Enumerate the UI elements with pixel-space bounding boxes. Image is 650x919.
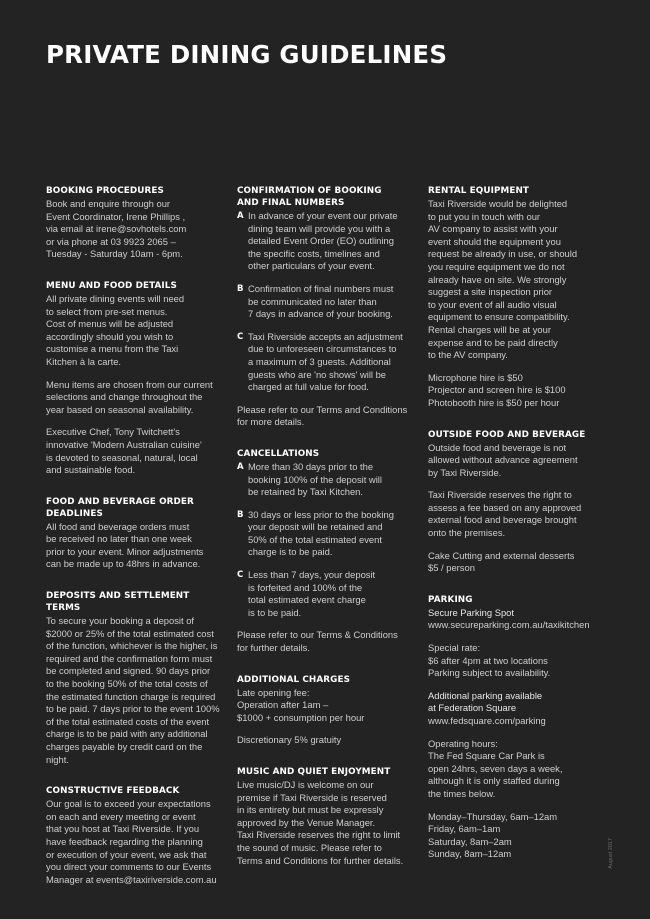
special-rate-text: Special rate: $6 after 4pm at two locations Parking subject to availability. xyxy=(428,642,551,679)
item-letter: A xyxy=(237,211,244,221)
additional-charges-section xyxy=(237,674,413,747)
item-text: 30 days or less prior to the booking your deposit will be retained and 50% of the total estimated event charge is to be paid. xyxy=(248,508,394,558)
outside-food-paragraph-1: Outside food and beverage is not allowed without advance agreement by Taxi Riverside. xyxy=(428,441,578,478)
cancellations-section xyxy=(237,448,413,655)
confirmation-section xyxy=(237,185,413,429)
item-text: In advance of your event our private dining team will provide you with a detailed Event Order (EO) outlining the specific costs, timelines and other particulars of your event. xyxy=(248,210,398,272)
operating-hours-text: Operating hours: The Fed Square Car Park is open 24hrs, seven days a week, although it is only staffed during the times below. xyxy=(428,737,563,799)
secure-parking-name: Secure Parking Spot xyxy=(428,606,514,618)
date-note: August 2017 xyxy=(608,838,614,869)
cancellations-note: Please refer to our Terms & Conditions for further details. xyxy=(237,629,398,654)
outside-food-paragraph-2: Taxi Riverside reserves the right to assess a fee based on any approved external food and beverage brought onto the premises. xyxy=(428,489,582,539)
fed-square-parking-url[interactable]: www.fedsquare.com/parking xyxy=(428,715,546,726)
cancellation-item xyxy=(237,509,413,559)
music-heading: MUSIC AND QUIET ENJOYMENT xyxy=(237,767,391,777)
outside-food-heading: OUTSIDE FOOD AND BEVERAGE xyxy=(428,429,586,440)
booking-procedures-text: Book and enquire through our Event Coordinator, Irene Phillips , via email at irene@sovhotels.com or via phone at 03 9923 2065 – Tuesday - Saturday 10am - 6pm. xyxy=(46,198,187,260)
confirmation-item xyxy=(237,331,413,394)
parking-heading: PARKING xyxy=(428,594,473,605)
cancellation-item xyxy=(237,461,413,499)
late-opening-fee-text: Late opening fee: Operation after 1am – $1000 + consumption per hour xyxy=(237,686,365,723)
menu-food-paragraph-1: All private dining events will need to select from pre-set menus. Cost of menus will be adjusted accordingly should you wish to customise a menu from the Taxi Kitchen à la carte. xyxy=(46,292,185,367)
cake-cutting-text: Cake Cutting and external desserts $5 / person xyxy=(428,549,575,574)
deposits-heading: DEPOSITS AND SETTLEMENT TERMS xyxy=(46,591,190,614)
hire-prices-text: Microphone hire is $50 Projector and screen hire is $100 Photobooth hire is $50 per hour xyxy=(428,371,566,408)
menu-food-paragraph-2: Menu items are chosen from our current selections and change throughout the year based on seasonal availability. xyxy=(46,378,213,415)
order-deadlines-section xyxy=(46,496,226,571)
confirmation-note: Please refer to our Terms and Conditions for more details. xyxy=(237,403,408,428)
secure-parking-url[interactable]: www.secureparking.com.au/taxikitchen xyxy=(428,619,590,631)
booking-procedures-section xyxy=(46,185,226,261)
item-text: Taxi Riverside accepts an adjustment due to unforeseen circumstances to a maximum of 3 guests. Additional guests who are 'no shows' will be charged at full value for food. xyxy=(248,330,403,393)
gratuity-text: Discretionary 5% gratuity xyxy=(237,734,342,746)
cancellations-heading: CANCELLATIONS xyxy=(237,448,320,459)
feedback-section xyxy=(46,785,226,886)
item-letter: A xyxy=(237,461,244,472)
item-text: Confirmation of final numbers must be communicated no later than 7 days in advance of your booking. xyxy=(248,282,394,320)
rental-equipment-section xyxy=(428,185,598,410)
rental-equipment-heading: RENTAL EQUIPMENT xyxy=(428,186,530,196)
order-deadlines-text: All food and beverage orders must be received no later than one week prior to your event. Minor adjustments can be made up to 48hrs in advance. xyxy=(46,520,204,570)
feedback-text: Our goal is to exceed your expectations on each and every meeting or event that you host at Taxi Riverside. If you have feedback regarding the planning or execution of your event, we ask that you direct your comments to our Events Manager at events@taxiriverside.com.au xyxy=(46,798,217,885)
confirmation-heading-line-2: AND FINAL NUMBERS xyxy=(237,198,345,208)
music-section xyxy=(237,766,413,867)
confirmation-item xyxy=(237,210,413,273)
item-text: More than 30 days prior to the booking 100% of the deposit will be retained by Taxi Kitchen. xyxy=(248,460,382,498)
order-deadlines-heading: FOOD AND BEVERAGE ORDER DEADLINES xyxy=(46,496,194,519)
outside-food-section xyxy=(428,429,598,575)
item-letter: C xyxy=(237,331,244,342)
deposits-text: To secure your booking a deposit of $2000 or 25% of the total estimated cost of the function, whichever is the higher, is required and the confirmation form must be completed and signed. 90 days prior to the booking 50% of the total costs of the estimated function charge is required to be paid. 7 days prior to the event 100% of the total estimated costs of the event charge is to be paid with any additional charges payable by credit card on the night. xyxy=(46,615,220,765)
item-letter: B xyxy=(237,283,244,294)
menu-food-heading: MENU AND FOOD DETAILS xyxy=(46,280,177,291)
menu-food-section xyxy=(46,280,226,477)
cancellation-item xyxy=(237,569,413,619)
menu-food-paragraph-3: Executive Chef, Tony Twitchett's innovative 'Modern Australian cuisine' is devoted to seasonal, natural, local and sustainable food. xyxy=(46,426,202,476)
deposits-section xyxy=(46,590,226,766)
parking-section xyxy=(428,594,598,861)
column-right xyxy=(428,185,598,880)
item-letter: B xyxy=(237,509,244,520)
confirmation-heading-line-1: CONFIRMATION OF BOOKING xyxy=(237,186,382,196)
music-text: Live music/DJ is welcome on our premise if Taxi Riverside is reserved in its entirety but must be expressly approved by the Venue Manager. Taxi Riverside reserves the right to limit the sound of music. Please refer to Terms and Conditions for further details. xyxy=(237,779,404,866)
opening-days-text: Monday–Thursday, 6am–12am Friday, 6am–1am Saturday, 8am–2am Sunday, 8am–12am xyxy=(428,810,558,860)
column-middle xyxy=(237,185,413,886)
column-left xyxy=(46,185,226,905)
feedback-heading: CONSTRUCTIVE FEEDBACK xyxy=(46,786,180,797)
additional-charges-heading: ADDITIONAL CHARGES xyxy=(237,674,351,685)
booking-procedures-heading: BOOKING PROCEDURES xyxy=(46,186,164,196)
page-title: PRIVATE DINING GUIDELINES xyxy=(46,40,448,69)
confirmation-item xyxy=(237,283,413,321)
item-letter: C xyxy=(237,570,244,581)
rental-equipment-text: Taxi Riverside would be delighted to put you in touch with our AV company to assist with your event should the equipment you request be already in use, or should you require equipment we do not already have on site. We strongly suggest a site inspection prior to your event of all audio visual equipment to ensure compatibility. Rental charges will be at your expense and to be paid directly to the AV company. xyxy=(428,198,578,361)
item-text: Less than 7 days, your deposit is forfeited and 100% of the total estimated event charge is to be paid. xyxy=(248,569,376,618)
fed-square-parking-name: Additional parking available at Federation Square xyxy=(428,689,543,714)
